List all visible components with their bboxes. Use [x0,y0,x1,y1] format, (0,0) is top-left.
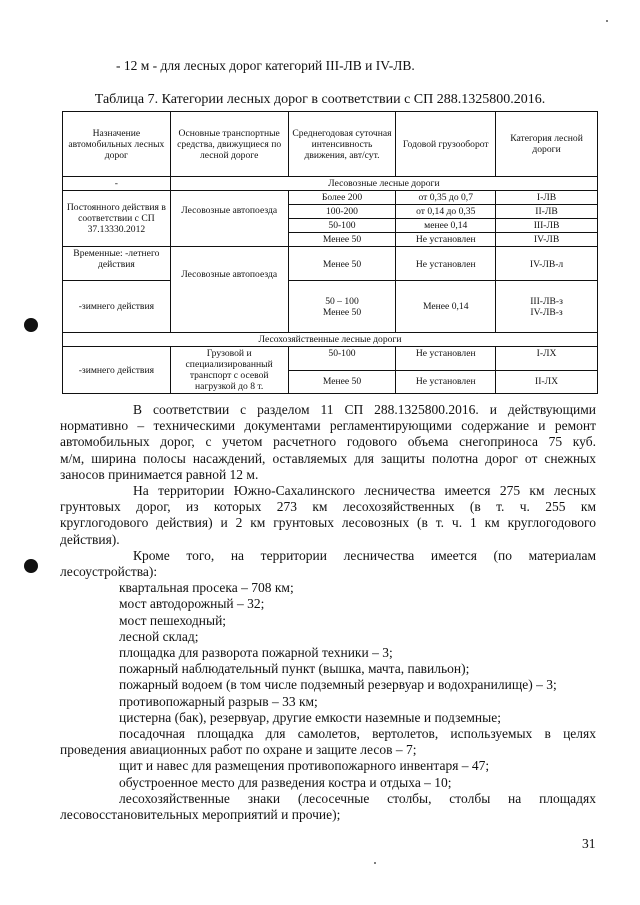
list-item: пожарный наблюдательный пункт (вышка, мачта, павильон); [119,661,470,677]
winter-label: -зимнего действия [63,281,171,333]
turnover-cell: Не установлен [396,233,496,247]
section-dash: - [63,177,171,191]
binder-hole-lower [24,559,38,573]
paragraph-line: лесовосстановительных мероприятий и прочие); [60,807,341,823]
intensity-cell: Более 200 [288,191,396,205]
category-cell: II-ЛХ [496,370,598,394]
category-cell: IV-ЛВ [496,233,598,247]
category-cell: III-ЛВ-з IV-ЛВ-з [496,281,598,333]
section-row [63,177,598,191]
turnover-cell: Менее 0,14 [396,281,496,333]
table-row [63,191,598,205]
turnover-cell: менее 0,14 [396,219,496,233]
turnover-cell: Не установлен [396,347,496,371]
paragraph-line: заносов принимается равной 12 м. [60,466,259,482]
category-cell: IV-ЛВ-л [496,247,598,281]
paragraph-line: проведения авиационных работ по охране и защите лесов – 7; [60,742,417,758]
intensity-cell: Менее 50 [288,233,396,247]
paragraph-line: На территории Южно-Сахалинского лесничества имеется 275 км лесных [133,483,596,499]
intensity-cell: 50-100 [288,219,396,233]
paragraph-line: Кроме того, на территории лесничества имеется (по материалам [133,547,596,563]
category-cell: III-ЛВ [496,219,598,233]
paragraph-line: лесоустройства): [60,564,158,580]
temporary-label: Временные: -летнего действия [63,247,171,281]
intensity-cell: 100-200 [288,205,396,219]
permanent-label: Постоянного действия в соответствии с СП 37.13330.2012 [63,191,171,247]
paragraph-line: В соответствии с разделом 11 СП 288.1325800.2016. и действующими [133,402,596,417]
list-item: лесной склад; [119,628,199,644]
list-item: квартальная просека – 708 км; [119,580,294,596]
paragraph-line: нормативно – техническими документами регламентирующими содержание и ремонт [60,418,596,434]
list-item: обустроенное место для разведения костра и отдыха – 10; [119,774,452,790]
header-intensity: Среднегодовая суточная интенсивность движения, авт/сут. [288,112,396,177]
body-text [60,402,596,823]
table-row [63,281,598,333]
list-item: цистерна (бак), резервуар, другие емкости наземные и подземные; [119,709,501,725]
turnover-cell: Не установлен [396,247,496,281]
table-row [63,247,598,281]
table-caption: Таблица 7. Категории лесных дорог в соответствии с СП 288.1325800.2016. [94,92,546,107]
turnover-cell: Не установлен [396,370,496,394]
list-item: лесохозяйственные знаки (лесосечные столбы, столбы на площадях [119,790,596,806]
transport-cell: Лесовозные автопоезда [170,247,288,333]
scan-speck [606,20,608,22]
turnover-cell: от 0,35 до 0,7 [396,191,496,205]
intensity-cell: 50-100 [288,347,396,371]
list-item: мост автодорожный – 32; [119,596,265,612]
header-turnover: Годовой грузооборот [396,112,496,177]
header-transport: Основные транспортные средства, движущиеся по лесной дороге [170,112,288,177]
page-number: 31 [582,836,596,851]
paragraph-line: круглогодового действия) и 2 км грунтовых лесовозных (в т. ч. 1 км круглогодового [60,515,596,531]
turnover-cell: от 0,14 до 0,35 [396,205,496,219]
intensity-cell: Менее 50 [288,247,396,281]
header-category: Категория лесной дороги [496,112,598,177]
list-item: пожарный водоем (в том числе подземный резервуар и водохранилище) – 3; [119,677,557,693]
paragraph-line: действия). [60,531,120,547]
transport-cell: Лесовозные автопоезда [170,191,288,247]
category-cell: I-ЛВ [496,191,598,205]
intensity-cell: 50 – 100 Менее 50 [288,281,396,333]
forestry-label: -зимнего действия [63,347,171,394]
road-category-table [62,111,598,394]
list-item: противопожарный разрыв – 33 км; [119,693,318,709]
paragraph-line: автомобильных дорог, с учетом расчетного годового объема снегоприноса 75 куб. [60,434,596,450]
section-row [63,333,598,347]
top-line: - 12 м - для лесных дорог категорий III-ЛВ и IV-ЛВ. [116,58,415,73]
category-cell: II-ЛВ [496,205,598,219]
paragraph-line: м/м, ширина полосы насаждений, оставляемых для защиты полотна дорог от снежных [60,450,596,466]
binder-hole-upper [24,318,38,332]
header-purpose: Назначение автомобильных лесных дорог [63,112,171,177]
category-cell: I-ЛХ [496,347,598,371]
transport-cell: Грузовой и специализированный транспорт с осевой нагрузкой до 8 т. [170,347,288,394]
intensity-cell: Менее 50 [288,370,396,394]
table-header-row [63,112,598,177]
list-item: площадка для разворота пожарной техники – 3; [119,645,393,661]
section-title: Лесовозные лесные дороги [170,177,597,191]
section-title: Лесохозяйственные лесные дороги [63,333,598,347]
scan-speck [374,862,376,864]
list-item: щит и навес для размещения противопожарного инвентаря – 47; [119,758,490,774]
list-item: мост пешеходный; [119,612,227,628]
list-item: посадочная площадка для самолетов, вертолетов, используемых в целях [119,726,596,742]
paragraph-line: грунтовых дорог, из которых 273 км лесохозяйственных (в т. ч. 255 км [60,499,596,515]
table-row [63,347,598,371]
